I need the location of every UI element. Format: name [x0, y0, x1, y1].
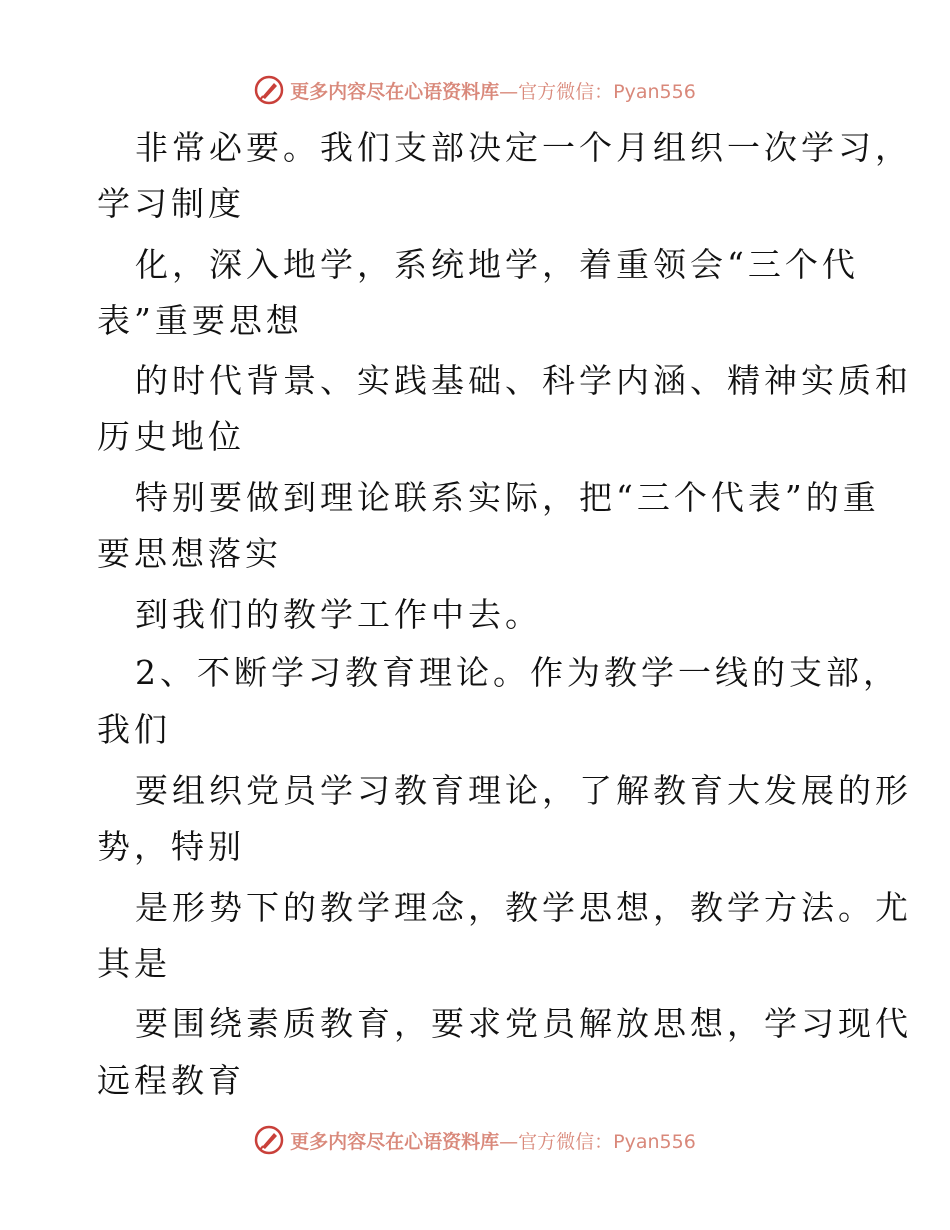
header-text [290, 77, 696, 104]
body-line: 2、不断学习教育理论。作为教学一线的支部， [135, 653, 900, 692]
body-line: 非常必要。我们支部决定一个月组织一次学习， [135, 128, 912, 167]
body-line: 学习制度 [97, 184, 245, 223]
quill-pen-logo-icon [254, 1125, 284, 1155]
body-line: 远程教育 [97, 1061, 245, 1100]
body-line: 要思想落实 [97, 534, 282, 573]
body-line: 表”重要思想 [97, 301, 303, 340]
body-line: 历史地位 [97, 417, 245, 456]
body-line: 的时代背景、实践基础、科学内涵、精神实质和 [135, 361, 912, 400]
body-line: 化，深入地学，系统地学，着重领会“三个代 [135, 245, 859, 284]
header-bold-text: 更多内容尽在心语资料库 [290, 80, 500, 103]
footer-text [290, 1127, 696, 1154]
body-line: 是形势下的教学理念，教学思想，教学方法。尤 [135, 888, 912, 927]
footer-plain-text: —官方微信：Pyan556 [499, 1130, 696, 1153]
body-line: 到我们的教学工作中去。 [135, 595, 542, 634]
body-line: 其是 [97, 944, 171, 983]
body-line: 特别要做到理论联系实际，把“三个代表”的重 [135, 478, 880, 517]
body-line: 我们 [97, 710, 171, 749]
footer-bold-text: 更多内容尽在心语资料库 [290, 1130, 500, 1153]
header-plain-text: —官方微信：Pyan556 [499, 80, 696, 103]
footer-watermark [0, 1120, 950, 1160]
body-line: 要组织党员学习教育理论，了解教育大发展的形 [135, 771, 912, 810]
body-line: 要围绕素质教育，要求党员解放思想，学习现代 [135, 1004, 912, 1043]
quill-pen-logo-icon [254, 75, 284, 105]
header-watermark [0, 70, 950, 110]
body-line: 势，特别 [97, 827, 245, 866]
